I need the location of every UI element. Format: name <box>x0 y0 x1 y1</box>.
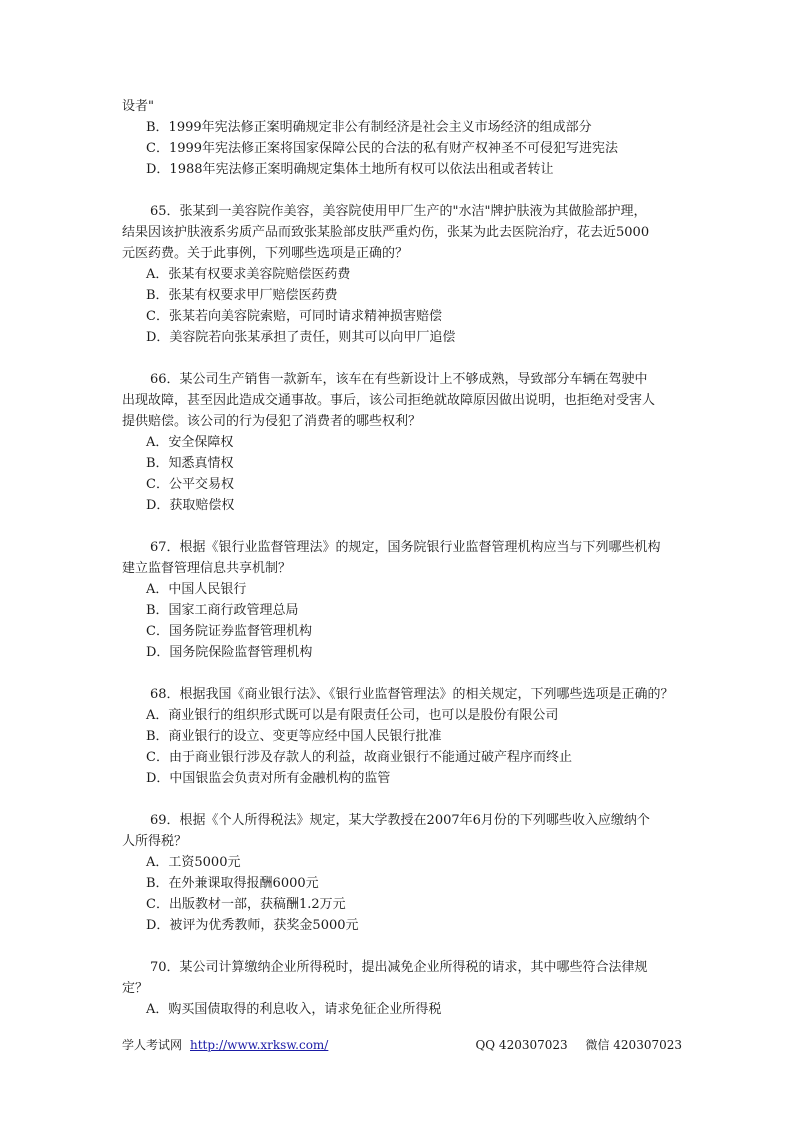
option-c: C．公平交易权 <box>146 477 234 492</box>
question-line: 出现故障，甚至因此造成交通事故。事后，该公司拒绝就故障原因做出说明，也拒绝对受害人 <box>122 393 656 408</box>
option-b: B．国家工商行政管理总局 <box>146 603 299 618</box>
question-line: 65．张某到一美容院作美容，美容院使用甲厂生产的"水洁"牌护肤液为其做脸部护理， <box>150 204 647 219</box>
option-c: C．由于商业银行涉及存款人的利益，故商业银行不能通过破产程序而终止 <box>146 750 572 765</box>
question-70 <box>122 957 682 1020</box>
option-a: A．商业银行的组织形式既可以是有限责任公司，也可以是股份有限公司 <box>146 708 559 723</box>
footer-contact <box>461 1036 682 1054</box>
question-line: 68．根据我国《商业银行法》、《银行业监督管理法》的相关规定，下列哪些选项是正确的？ <box>150 687 674 702</box>
option-a: A．购买国债取得的利息收入，请求免征企业所得税 <box>146 1002 442 1017</box>
question-text <box>122 537 682 579</box>
option-d: D．美容院若向张某承担了责任，则其可以向甲厂追偿 <box>146 330 456 345</box>
footer-wechat: 微信 420307023 <box>585 1038 682 1052</box>
option-c: C．国务院证券监督管理机构 <box>146 624 312 639</box>
question-text <box>122 957 682 999</box>
question-66 <box>122 369 682 516</box>
question-line: 建立监督管理信息共享机制？ <box>122 561 292 576</box>
question-line: 人所得税？ <box>122 834 188 849</box>
option-d: D．获取赔偿权 <box>146 498 235 513</box>
option-a: A．安全保障权 <box>146 435 234 450</box>
option-d: D．中国银监会负责对所有金融机构的监管 <box>146 771 391 786</box>
question-line: 定？ <box>122 981 149 996</box>
footer-site-name: 学人考试网 <box>122 1038 183 1052</box>
lead-option-d: D．1988年宪法修正案明确规定集体土地所有权可以依法出租或者转让 <box>146 162 554 177</box>
option-b: B．张某有权要求甲厂赔偿医药费 <box>146 288 338 303</box>
question-67 <box>122 537 682 663</box>
option-a: A．张某有权要求美容院赔偿医药费 <box>146 267 351 282</box>
question-text <box>122 201 682 264</box>
question-text <box>122 810 682 852</box>
option-d: D．国务院保险监督管理机构 <box>146 645 313 660</box>
question-68 <box>122 684 682 789</box>
option-d: D．被评为优秀教师，获奖金5000元 <box>146 918 359 933</box>
question-line: 70．某公司计算缴纳企业所得税时，提出减免企业所得税的请求，其中哪些符合法律规 <box>150 960 648 975</box>
option-b: B．知悉真情权 <box>146 456 234 471</box>
question-line: 元医药费。关于此事例，下列哪些选项是正确的？ <box>122 246 409 261</box>
lead-option-b: B．1999年宪法修正案明确规定非公有制经济是社会主义市场经济的组成部分 <box>146 120 592 135</box>
footer-url-link[interactable]: http://www.xrksw.com/ <box>190 1038 329 1052</box>
lead-text: 设者" <box>122 99 154 114</box>
option-a: A．中国人民银行 <box>146 582 247 597</box>
question-text <box>122 369 682 432</box>
exam-content <box>122 96 682 1020</box>
question-line: 提供赔偿。该公司的行为侵犯了消费者的哪些权利？ <box>122 414 422 429</box>
question-line: 66．某公司生产销售一款新车，该车在有些新设计上不够成熟，导致部分车辆在驾驶中 <box>150 372 648 387</box>
question-69 <box>122 810 682 936</box>
question-65 <box>122 201 682 348</box>
question-line: 结果因该护肤液系劣质产品而致张某脸部皮肤严重灼伤，张某为此去医院治疗，花去近5000 <box>122 225 650 240</box>
question-line: 67．根据《银行业监督管理法》的规定，国务院银行业监督管理机构应当与下列哪些机构 <box>150 540 661 555</box>
option-c: C．张某若向美容院索赔，可同时请求精神损害赔偿 <box>146 309 442 324</box>
lead-block <box>122 96 682 180</box>
option-a: A．工资5000元 <box>146 855 241 870</box>
option-c: C．出版教材一部，获稿酬1.2万元 <box>146 897 346 912</box>
option-b: B．在外兼课取得报酬6000元 <box>146 876 319 891</box>
option-b: B．商业银行的设立、变更等应经中国人民银行批准 <box>146 729 442 744</box>
question-text <box>122 684 682 705</box>
footer-qq: QQ 420307023 <box>475 1038 568 1052</box>
question-line: 69．根据《个人所得税法》规定，某大学教授在2007年6月份的下列哪些收入应缴纳个 <box>150 813 650 828</box>
page-footer <box>122 1036 682 1054</box>
lead-option-c: C．1999年宪法修正案将国家保障公民的合法的私有财产权神圣不可侵犯写进宪法 <box>146 141 619 156</box>
